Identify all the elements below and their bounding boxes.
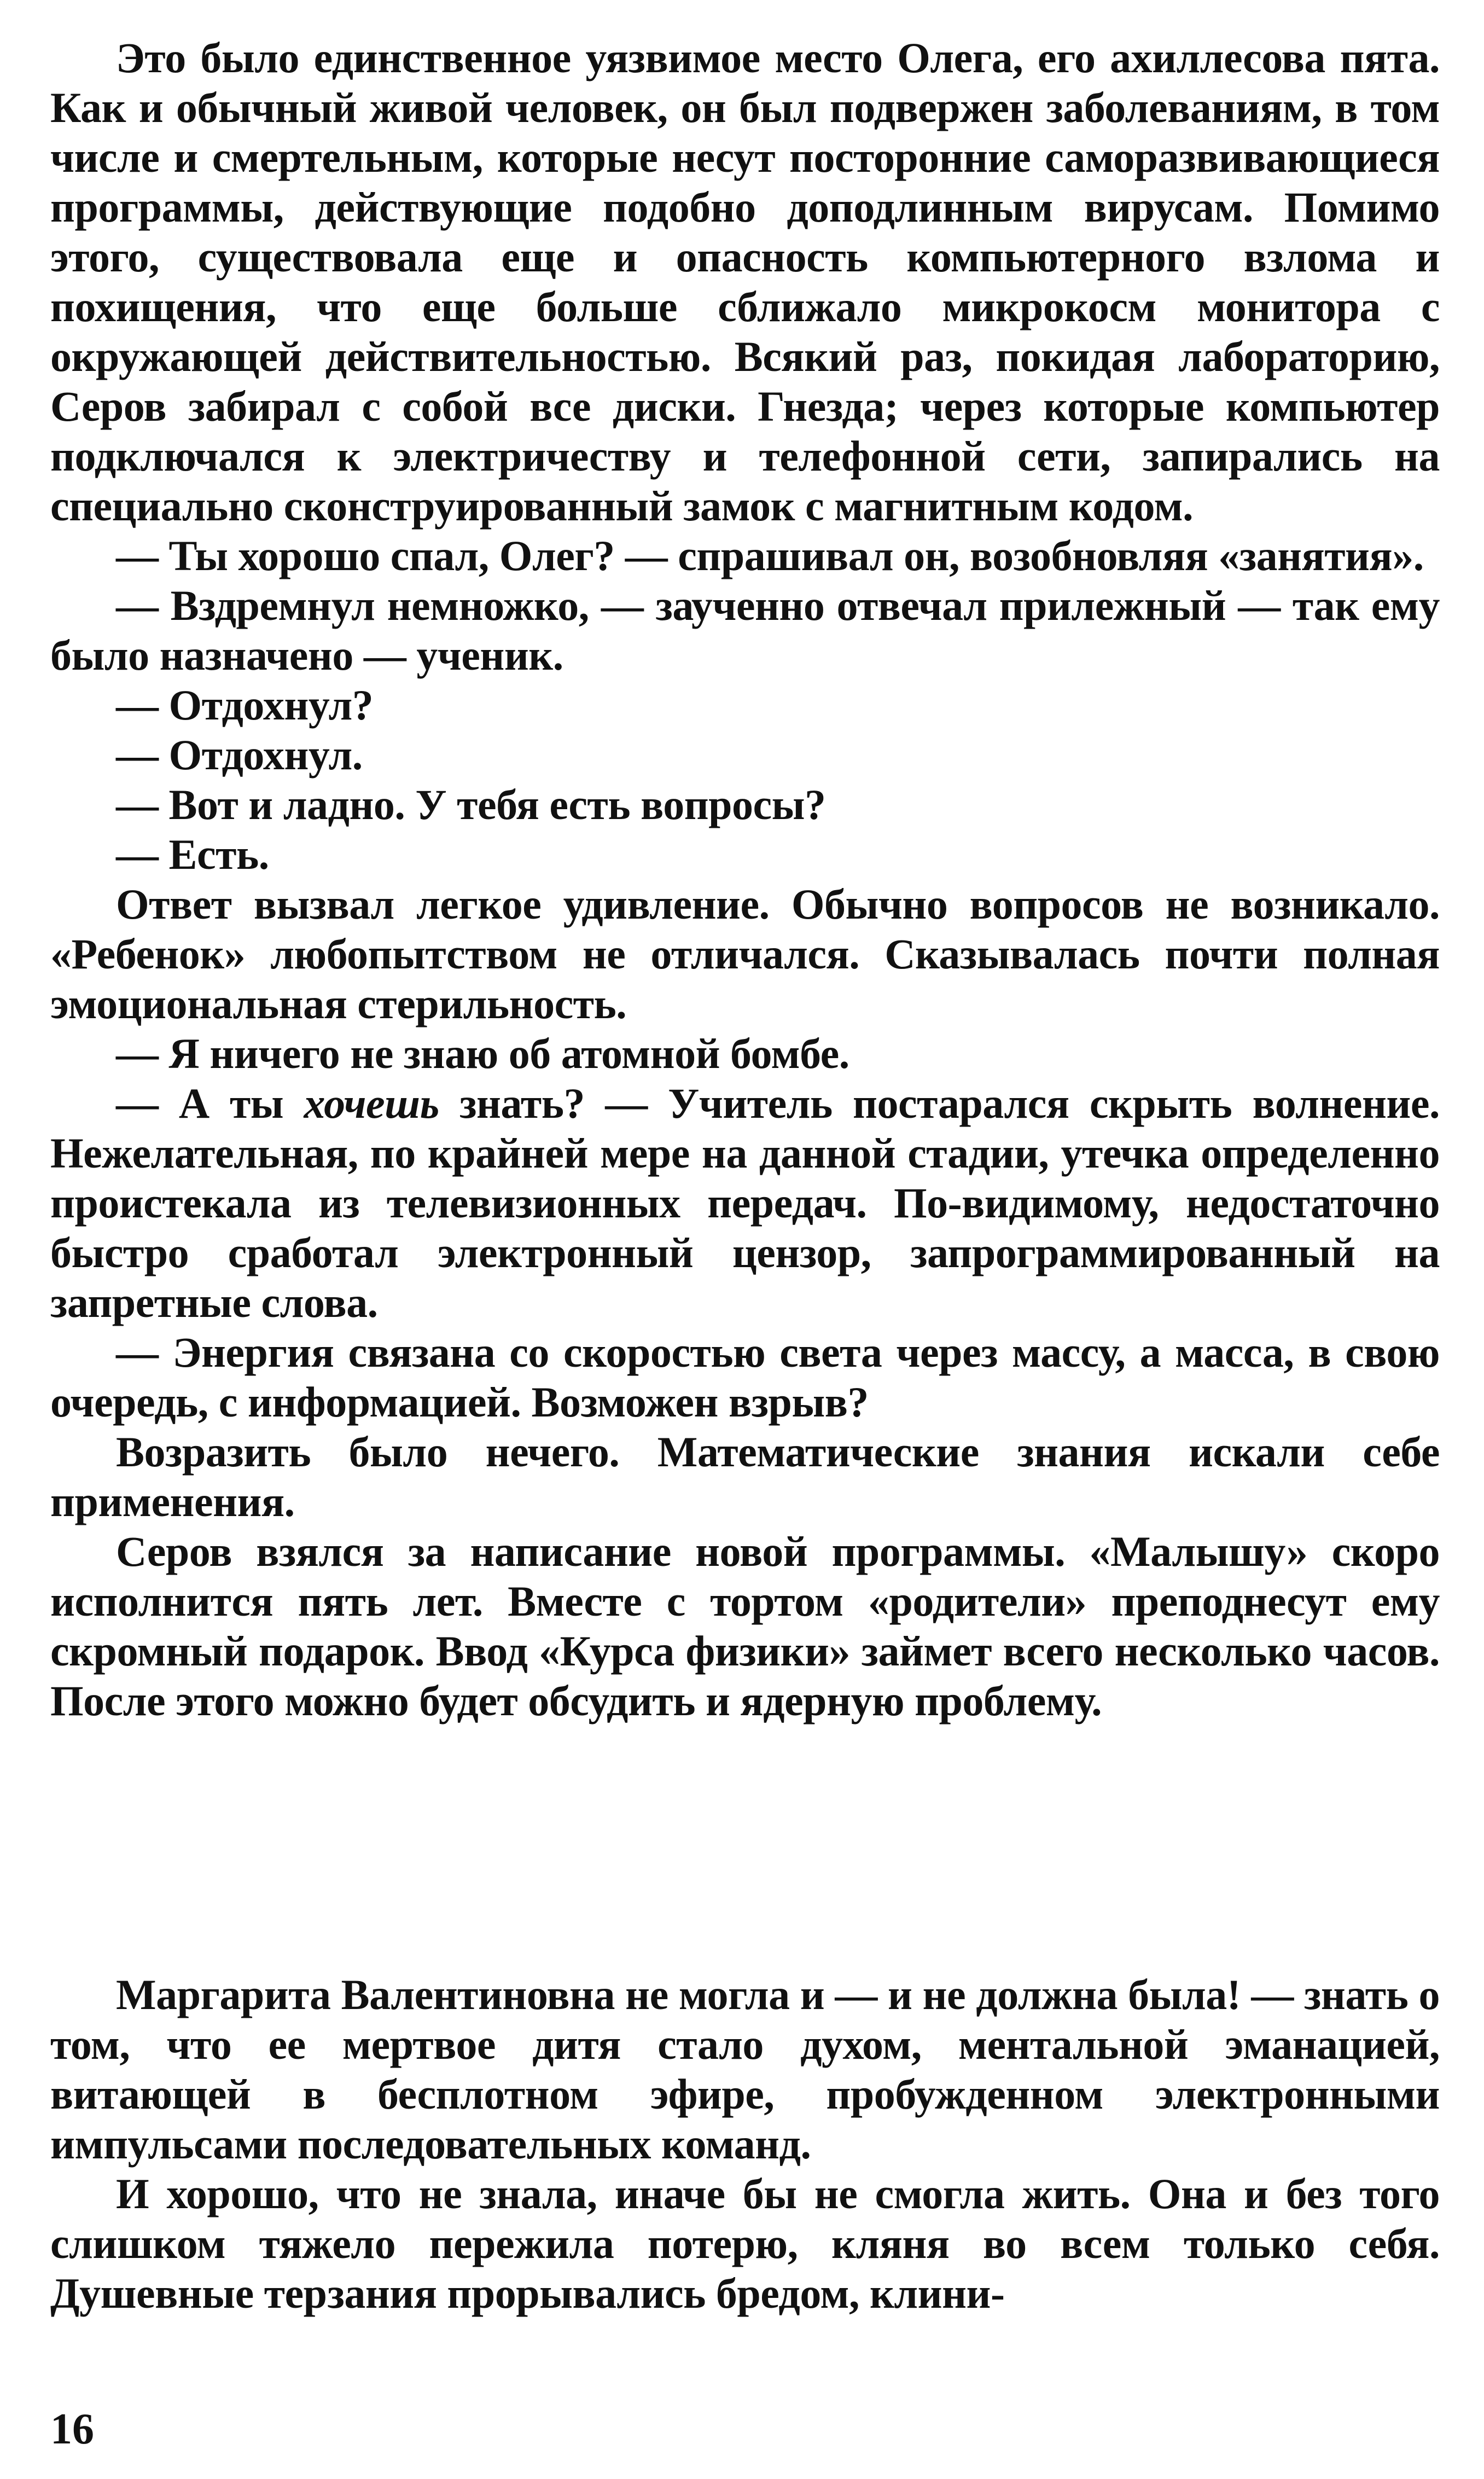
- main-text-section: [50, 33, 1440, 1726]
- dialogue-text: знать? — Учитель постарался скрыть волнение. Нежелательная, по крайней мере на данной стадии, утечка определенно проистекала из телевизионных передач. По-видимому, недостаточно быстро сработал электронный цензор, запрограммированный на запретные слова.: [50, 1079, 1440, 1326]
- second-text-section: [50, 1970, 1440, 2318]
- dialogue-line: — Ты хорошо спал, Олег? — спрашивал он, возобновляя «занятия».: [116, 532, 1424, 579]
- page-number: 16: [50, 2405, 94, 2453]
- paragraph: Это было единственное уязвимое место Олега, его ахиллесова пята. Как и обычный живой человек, он был подвержен заболеваниям, в том числе и смертельным, которые несут посторонние саморазвивающиеся программы, действующие подобно доподлинным вирусам. Помимо этого, существовала еще и опасность компьютерного взлома и похищения, что еще больше сближало микрокосм монитора с окружающей действительностью. Всякий раз, покидая лабораторию, Серов забирал с собой все диски. Гнезда; через которые компьютер подключался к электричеству и телефонной сети, запирались на специально сконструированный замок с магнитным кодом.: [50, 34, 1440, 530]
- dialogue-line: — Отдохнул?: [116, 681, 374, 729]
- dialogue-line: — Энергия связана со скоростью света через массу, а масса, в свою очередь, с информацией. Возможен взрыв?: [50, 1328, 1440, 1426]
- dialogue-line: — Вздремнул немножко, — заученно отвечал прилежный — так ему было назначено — ученик.: [50, 582, 1440, 679]
- paragraph: Возразить было нечего. Математические знания искали себе применения.: [50, 1428, 1440, 1525]
- dialogue-text: — А ты: [116, 1079, 304, 1127]
- paragraph: Ответ вызвал легкое удивление. Обычно вопросов не возникало. «Ребенок» любопытством не отличался. Сказывалась почти полная эмоциональная стерильность.: [50, 880, 1440, 1027]
- paragraph: Маргарита Валентиновна не могла и — и не должна была! — знать о том, что ее мертвое дитя стало духом, ментальной эманацией, витающей в бесплотном эфире, пробужденном электронными импульсами последовательных команд.: [50, 1971, 1440, 2168]
- emphasized-word: хочешь: [304, 1079, 439, 1127]
- dialogue-line: [50, 1078, 1440, 1327]
- dialogue-line: — Есть.: [116, 831, 269, 878]
- paragraph: И хорошо, что не знала, иначе бы не смогла жить. Она и без того слишком тяжело пережила потерю, кляня во всем только себя. Душевные терзания прорывались бредом, клини-: [50, 2170, 1440, 2317]
- paragraph: Серов взялся за написание новой программы. «Малышу» скоро исполнится пять лет. Вместе с тортом «родители» преподнесут ему скромный подарок. Ввод «Курса физики» займет всего несколько часов. После этого можно будет обсудить и ядерную проблему.: [50, 1528, 1440, 1725]
- dialogue-line: — Я ничего не знаю об атомной бомбе.: [116, 1030, 849, 1077]
- dialogue-line: — Вот и ладно. У тебя есть вопросы?: [116, 781, 826, 828]
- dialogue-line: — Отдохнул.: [116, 731, 363, 779]
